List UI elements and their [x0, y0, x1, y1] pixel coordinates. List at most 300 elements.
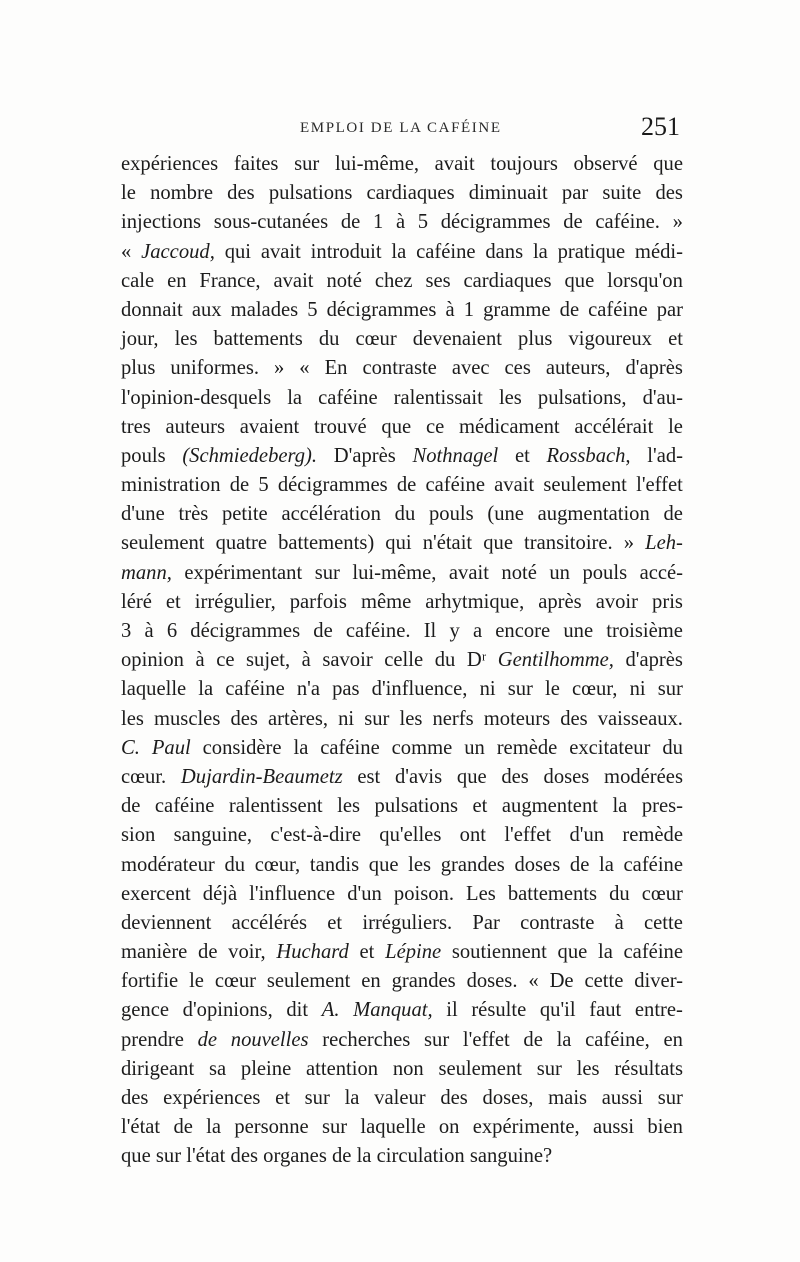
word: sur — [304, 1087, 330, 1109]
text-line — [121, 1026, 683, 1055]
word: à — [301, 649, 311, 672]
word: le — [121, 182, 136, 205]
word: on — [438, 1116, 460, 1139]
word: une — [563, 620, 594, 642]
word: les — [337, 795, 361, 818]
word: augmentent — [501, 795, 598, 818]
word: Leh- — [645, 532, 683, 555]
word: valeur — [374, 1087, 426, 1109]
word: en — [361, 970, 381, 993]
word: et — [327, 911, 343, 934]
word: battements) — [278, 532, 375, 555]
word: caféine — [320, 736, 380, 759]
word: la — [344, 1087, 360, 1109]
word: de — [173, 1116, 193, 1139]
word: du — [224, 853, 246, 876]
word: les — [498, 386, 522, 409]
word: à — [195, 649, 205, 672]
word: la — [597, 941, 613, 964]
text-line — [121, 821, 683, 850]
word: que — [557, 941, 588, 964]
word: de — [563, 211, 583, 234]
word: l'ad- — [647, 444, 683, 467]
word: que — [121, 1145, 151, 1168]
word: avait — [260, 240, 301, 263]
word: à — [614, 911, 624, 934]
word: qui — [224, 240, 252, 263]
word: il — [446, 999, 458, 1022]
word: que — [381, 415, 412, 438]
word: qu'il — [539, 999, 576, 1022]
word: Gentilhomme, — [497, 649, 614, 672]
word: doses — [543, 765, 590, 788]
running-title: EMPLOI DE LA CAFÉINE — [300, 120, 502, 136]
word: modérées — [604, 765, 683, 788]
word: des — [655, 182, 683, 205]
word: manière — [121, 941, 188, 964]
word: ce — [425, 415, 445, 438]
word: pouls — [121, 444, 166, 467]
text-line — [121, 208, 683, 237]
word: d'une — [121, 503, 165, 526]
word: les — [174, 328, 198, 351]
word: attention — [305, 1057, 379, 1080]
word: opinion — [121, 649, 184, 672]
word: deviennent — [121, 911, 212, 934]
word: lui-même, — [352, 561, 437, 584]
word: pleine — [240, 1057, 292, 1080]
word: caféine — [318, 386, 378, 409]
word: comme — [391, 736, 453, 759]
word: ni — [338, 707, 355, 730]
word: 1 — [463, 298, 474, 321]
word: « — [299, 357, 310, 380]
word: la — [556, 1028, 572, 1051]
word: malades — [230, 298, 299, 321]
text-line — [121, 763, 683, 792]
word: et — [514, 444, 530, 467]
word: D'après — [333, 444, 396, 467]
word: doses — [514, 853, 561, 876]
word: décigrammes — [277, 474, 388, 497]
word: diminuait — [468, 182, 548, 205]
word: excitateur — [569, 736, 651, 759]
word: pouls — [582, 561, 628, 584]
word: de — [313, 620, 333, 642]
word: et — [472, 795, 488, 818]
word: injections — [121, 211, 202, 234]
word: encore — [495, 620, 551, 642]
word: cardiaques — [463, 269, 552, 292]
word: prendre — [121, 1028, 184, 1051]
word: dans — [485, 240, 524, 263]
word: de — [229, 474, 250, 497]
word: arhytmique, — [425, 590, 525, 613]
word: caféine — [154, 795, 215, 818]
word: vaisseaux. — [597, 707, 683, 730]
word: « — [528, 970, 539, 993]
word: sanguine, — [173, 824, 253, 847]
word: de — [663, 503, 683, 526]
word: sur — [657, 1087, 683, 1109]
word: de — [523, 1028, 543, 1051]
word: contraste — [520, 911, 595, 934]
word: Paul — [151, 736, 191, 759]
word: de — [559, 298, 580, 321]
word: n'était — [422, 532, 473, 555]
word: diver- — [634, 970, 683, 993]
word: sion — [121, 824, 156, 847]
word: seulement — [543, 474, 627, 497]
word: noté — [501, 561, 537, 584]
word: moteurs — [483, 707, 551, 730]
word: Dʳ — [466, 649, 487, 672]
word: caféine — [588, 298, 648, 321]
word: accélérait — [574, 415, 654, 438]
word: laquelle — [121, 678, 187, 701]
text-line — [121, 384, 683, 413]
word: à — [445, 298, 455, 321]
word: parfois — [289, 590, 347, 613]
text-line — [121, 938, 683, 967]
word: l'effet — [504, 824, 552, 847]
word: la — [206, 1116, 222, 1139]
word: accélérés — [231, 911, 308, 934]
word: « — [121, 240, 132, 263]
word: 5 — [307, 298, 318, 321]
word: décigrammes — [190, 620, 301, 642]
word: qui — [385, 532, 412, 555]
text-line — [121, 500, 683, 529]
word: du — [609, 882, 630, 905]
word: dit — [286, 999, 309, 1022]
word: France, — [199, 269, 261, 292]
word: sur — [657, 678, 683, 701]
word: avaient — [239, 415, 300, 438]
word: résulte — [471, 999, 527, 1022]
word: 3 — [121, 620, 132, 642]
word: avait — [494, 474, 535, 497]
text-line — [121, 150, 683, 179]
word: avait — [434, 153, 475, 175]
word: d'un — [569, 824, 605, 847]
word: caféine — [425, 474, 485, 497]
text-line — [121, 646, 683, 675]
word: transitoire. — [524, 532, 613, 555]
word: suite — [602, 182, 642, 205]
word: trouvé — [314, 415, 367, 438]
word: cœur — [214, 970, 257, 993]
word: tandis — [309, 853, 360, 876]
word: que — [483, 532, 513, 555]
word: cœur, — [254, 853, 301, 876]
word: expérimentant — [184, 561, 303, 584]
word: Rossbach, — [546, 444, 631, 467]
word: remède — [622, 824, 683, 847]
text-line — [121, 413, 683, 442]
word: la — [356, 1145, 372, 1168]
word: par — [656, 298, 683, 321]
word: savoir — [322, 649, 373, 672]
text-line — [121, 675, 683, 704]
word: cœur, — [571, 678, 618, 701]
word: d'opinions, — [182, 999, 273, 1022]
word: déjà — [202, 882, 238, 905]
word: ont — [459, 824, 486, 847]
text-line — [121, 792, 683, 821]
word: un — [549, 561, 570, 584]
word: d'influence, — [371, 678, 468, 701]
word: ni — [479, 678, 496, 701]
word: est — [357, 765, 381, 788]
word: De — [549, 970, 574, 993]
word: cœur — [641, 882, 683, 905]
word: pres- — [641, 795, 683, 818]
word: léré — [121, 590, 152, 613]
word: Huchard — [276, 941, 349, 964]
word: c'est-à-dire — [270, 824, 361, 847]
word: le — [544, 678, 560, 701]
text-line — [121, 325, 683, 354]
word: donnait — [121, 298, 183, 321]
word: modérateur — [121, 853, 215, 876]
word: pulsations, — [537, 386, 627, 409]
word: d'après — [625, 357, 683, 380]
word: 5 — [417, 211, 429, 234]
word: pratique — [557, 240, 626, 263]
word: A. — [321, 999, 340, 1022]
word: du — [318, 328, 340, 351]
word: sur — [536, 1057, 562, 1080]
text-line — [121, 529, 683, 558]
word: la — [198, 678, 214, 701]
word: artères, — [267, 707, 329, 730]
word: bien — [647, 1116, 683, 1139]
word: cardiaques — [366, 182, 455, 205]
word: ministration — [121, 474, 221, 497]
word: la — [599, 853, 614, 876]
word: nombre — [150, 182, 213, 205]
word: les — [408, 853, 432, 876]
word: observé — [573, 153, 638, 175]
word: muscles — [153, 707, 221, 730]
word: plus — [518, 328, 553, 351]
word: lui-même, — [334, 153, 420, 175]
word: d'avis — [394, 765, 443, 788]
word: d'un — [347, 882, 382, 905]
word: exercent — [121, 882, 191, 905]
word: auteurs — [165, 415, 225, 438]
word: décigrammes — [326, 298, 437, 321]
word: expérimente, — [472, 1116, 580, 1139]
word: expériences — [163, 1087, 261, 1109]
text-line — [121, 1113, 683, 1142]
word: faut — [589, 999, 622, 1022]
word: Jaccoud, — [141, 240, 215, 263]
word: ces — [504, 357, 531, 380]
text-line — [121, 354, 683, 383]
word: cœur. — [121, 765, 167, 788]
word: d'après — [625, 649, 683, 672]
text-line — [121, 967, 683, 996]
word: introduit — [310, 240, 382, 263]
running-head — [120, 112, 680, 146]
text-line — [121, 1055, 683, 1084]
word: caféine — [623, 853, 683, 876]
word: la — [287, 386, 303, 409]
word: ce — [216, 649, 235, 672]
word: aussi — [601, 1087, 643, 1109]
word: ni — [629, 678, 646, 701]
text-line — [121, 559, 683, 588]
word: avoir — [595, 590, 639, 613]
word: a — [472, 620, 483, 642]
word: remède — [496, 736, 558, 759]
word: lorsqu'on — [607, 269, 683, 292]
word: grandes — [440, 853, 505, 876]
word: fortifie — [121, 970, 179, 993]
word: (Schmiedeberg). — [182, 444, 318, 467]
word: de — [121, 795, 141, 818]
word: poison. — [393, 882, 454, 905]
word: et — [275, 1087, 290, 1109]
text-line — [121, 471, 683, 500]
word: petite — [221, 503, 268, 526]
word: caféine. — [595, 211, 660, 234]
word: l'état — [121, 1116, 161, 1139]
word: de — [569, 853, 590, 876]
word: que — [653, 153, 683, 175]
word: Les — [466, 882, 496, 905]
word: médicament — [459, 415, 560, 438]
word: pulsations — [374, 795, 459, 818]
word: n'a — [296, 678, 320, 701]
word: » — [623, 532, 635, 555]
word: avait — [448, 561, 489, 584]
word: et — [165, 590, 181, 613]
word: du — [394, 503, 416, 526]
word: l'effet — [636, 474, 683, 497]
word: cette — [644, 911, 683, 934]
word: accé- — [639, 561, 683, 584]
word: ses — [425, 269, 451, 292]
text-line — [121, 179, 683, 208]
word: que — [368, 853, 399, 876]
text-line — [121, 705, 683, 734]
word: les — [121, 707, 144, 730]
word: sa — [208, 1057, 227, 1080]
word: ralentissent — [228, 795, 323, 818]
word: caféine. — [345, 620, 411, 642]
word: accélération — [281, 503, 381, 526]
word: nerfs — [432, 707, 474, 730]
word: de — [331, 1145, 352, 1168]
word: et — [359, 941, 375, 964]
word: soutiennent — [451, 941, 547, 964]
word: cale — [121, 269, 155, 292]
word: l'influence — [249, 882, 336, 905]
word: à — [395, 211, 406, 234]
word: » — [672, 211, 683, 234]
word: seulement — [438, 1057, 522, 1080]
word: sanguine? — [469, 1145, 553, 1168]
word: décigrammes — [440, 211, 551, 234]
text-line — [121, 1084, 683, 1113]
word: y — [449, 620, 460, 642]
word: la — [391, 240, 407, 263]
word: que — [456, 765, 487, 788]
word: des — [230, 1145, 258, 1168]
word: uniformes. — [170, 357, 259, 380]
word: pouls — [428, 503, 474, 526]
word: aux — [191, 298, 222, 321]
word: la — [612, 795, 628, 818]
word: Lépine — [385, 941, 442, 964]
word: battements — [213, 328, 303, 351]
word: gramme — [483, 298, 551, 321]
word: irréguliers. — [362, 911, 453, 934]
word: doses, — [482, 1087, 534, 1109]
word: des — [230, 707, 258, 730]
word: jour, — [121, 328, 159, 351]
word: chez — [374, 269, 413, 292]
word: du — [662, 736, 683, 759]
word: ralentissait — [393, 386, 483, 409]
word: de — [396, 474, 417, 497]
word: augmentation — [537, 503, 650, 526]
word: et — [668, 328, 683, 351]
word: Par — [472, 911, 500, 934]
text-line — [121, 734, 683, 763]
word: entre- — [634, 999, 683, 1022]
word: caféine — [225, 678, 285, 701]
text-line — [121, 617, 683, 646]
text-line — [121, 267, 683, 296]
word: laquelle — [360, 1116, 426, 1139]
word: seulement — [121, 532, 205, 555]
word: qu'elles — [379, 824, 442, 847]
word: auteurs, — [545, 357, 611, 380]
word: doses. — [466, 970, 518, 993]
word: des — [501, 765, 529, 788]
word: quatre — [215, 532, 268, 555]
word: de — [340, 211, 361, 234]
word: tres — [121, 415, 151, 438]
word: celle — [384, 649, 424, 672]
word: circulation — [376, 1145, 465, 1168]
text-line — [121, 588, 683, 617]
word: seulement — [266, 970, 351, 993]
word: de — [198, 941, 218, 964]
word: toujours — [490, 153, 558, 175]
text-line — [121, 1142, 683, 1171]
word: à — [144, 620, 154, 642]
word: grandes — [391, 970, 456, 993]
word: les — [576, 1057, 600, 1080]
word: de — [197, 1028, 218, 1051]
word: contraste — [362, 357, 437, 380]
word: » — [274, 357, 285, 380]
text-line — [121, 996, 683, 1025]
word: l'opinion-desquels — [121, 386, 272, 409]
word: sous-cutanées — [213, 211, 329, 234]
word: noté — [326, 269, 362, 292]
word: sur — [314, 561, 340, 584]
word: des — [227, 182, 255, 205]
word: médi- — [634, 240, 683, 263]
word: la — [293, 736, 309, 759]
word: des — [440, 1087, 468, 1109]
